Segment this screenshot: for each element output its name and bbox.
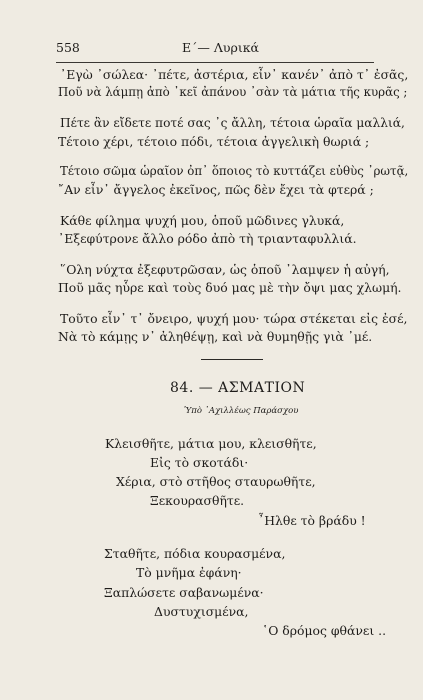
stanza-6-line-1: Τοῦτο εἶν᾿ τ᾿ ὄνειρο, ψυχή μου· τώρα στέκεται εἰς ἐσέ, bbox=[60, 311, 408, 326]
poem2-line-1: Κλεισθῆτε, μάτια μου, κλεισθῆτε, bbox=[105, 436, 317, 451]
stanza-5-line-1: ῞Ολη νύχτα ἐξεφυτρῶσαν, ὡς ὁποῦ ᾿λαμψεν ἡ αὐγή, bbox=[60, 262, 390, 277]
page-number: 558 bbox=[56, 40, 80, 55]
poem2-line-7: Τὸ μνῆμα ἐφάνη· bbox=[136, 565, 242, 580]
running-title: Ε΄— Λυρικά bbox=[182, 40, 259, 55]
stanza-2-line-1: Πέτε ἂν εἴδετε ποτέ σας ᾿ς ἄλλη, τέτοια ὡραῖα μαλλιά, bbox=[60, 116, 405, 130]
poem2-line-4: Ξεκουρασθῆτε. bbox=[150, 493, 245, 508]
stanza-3-line-2: ῎Αν εἶν᾿ ἄγγελος ἐκεῖνος, πῶς δὲν ἔχει τὰ φτερά ; bbox=[58, 182, 374, 197]
poem2-line-6: Σταθῆτε, πόδια κουρασμένα, bbox=[104, 546, 286, 561]
stanza-5-line-2: Ποῦ μᾶς ηὗρε καὶ τοὺς δυό μας μὲ τὴν ὄψι μας χλωμή. bbox=[58, 280, 402, 295]
poem2-line-9: Δυστυχισμένα, bbox=[154, 604, 249, 619]
stanza-3-line-1: Τέτοιο σῶμα ὡραῖον ὀπ᾿ ὅποιος τὸ κυττάζει εὐθὺς ᾿ρωτᾷ, bbox=[60, 164, 409, 178]
stanza-1-line-2: Ποῦ νὰ λάμπῃ ἀπὸ ᾿κεῖ ἀπάνου ᾿σὰν τὰ μάτια τῆς κυρᾶς ; bbox=[58, 85, 408, 99]
header-rule bbox=[56, 62, 374, 63]
poem2-line-5: ῏Ηλθε τὸ βράδυ ! bbox=[258, 513, 366, 528]
stanza-4-line-2: ᾿Εξεφύτρονε ἄλλο ρόδο ἀπὸ τὴ τριανταφυλλιά. bbox=[58, 231, 357, 246]
poem2-line-8: Ξαπλώσετε σαβανωμένα· bbox=[104, 585, 264, 600]
stanza-4-line-1: Κάθε φίλημα ψυχή μου, ὁποῦ μῶδινες γλυκά, bbox=[60, 213, 345, 228]
poem2-line-3: Χέρια, στὸ στῆθος σταυρωθῆτε, bbox=[116, 474, 316, 489]
poem-attribution: Ὑπὸ ᾿Αχιλλέως Παράσχου bbox=[184, 406, 299, 416]
stanza-1-line-1: ᾿Εγὼ ᾿σώλεα· ᾿πέτε, ἀστέρια, εἶν᾿ κανέν᾿ ἀπὸ τ᾿ ἐσᾶς, bbox=[60, 67, 409, 82]
stanza-6-line-2: Νὰ τὸ κάμῃς ν᾿ ἀληθέψῃ, καὶ νὰ θυμηθῇς γιὰ ᾿μέ. bbox=[58, 329, 373, 344]
stanza-2-line-2: Τέτοιο χέρι, τέτοιο πόδι, τέτοια ἀγγελικὴ θωριά ; bbox=[58, 134, 370, 149]
poem-title: 84. — ΑΣΜΑΤΙΟΝ bbox=[170, 380, 306, 396]
poem2-line-2: Εἰς τὸ σκοτάδι· bbox=[150, 455, 249, 470]
poem2-line-10: ῾Ο δρόμος φθάνει .. bbox=[262, 623, 387, 638]
section-separator bbox=[201, 359, 263, 360]
